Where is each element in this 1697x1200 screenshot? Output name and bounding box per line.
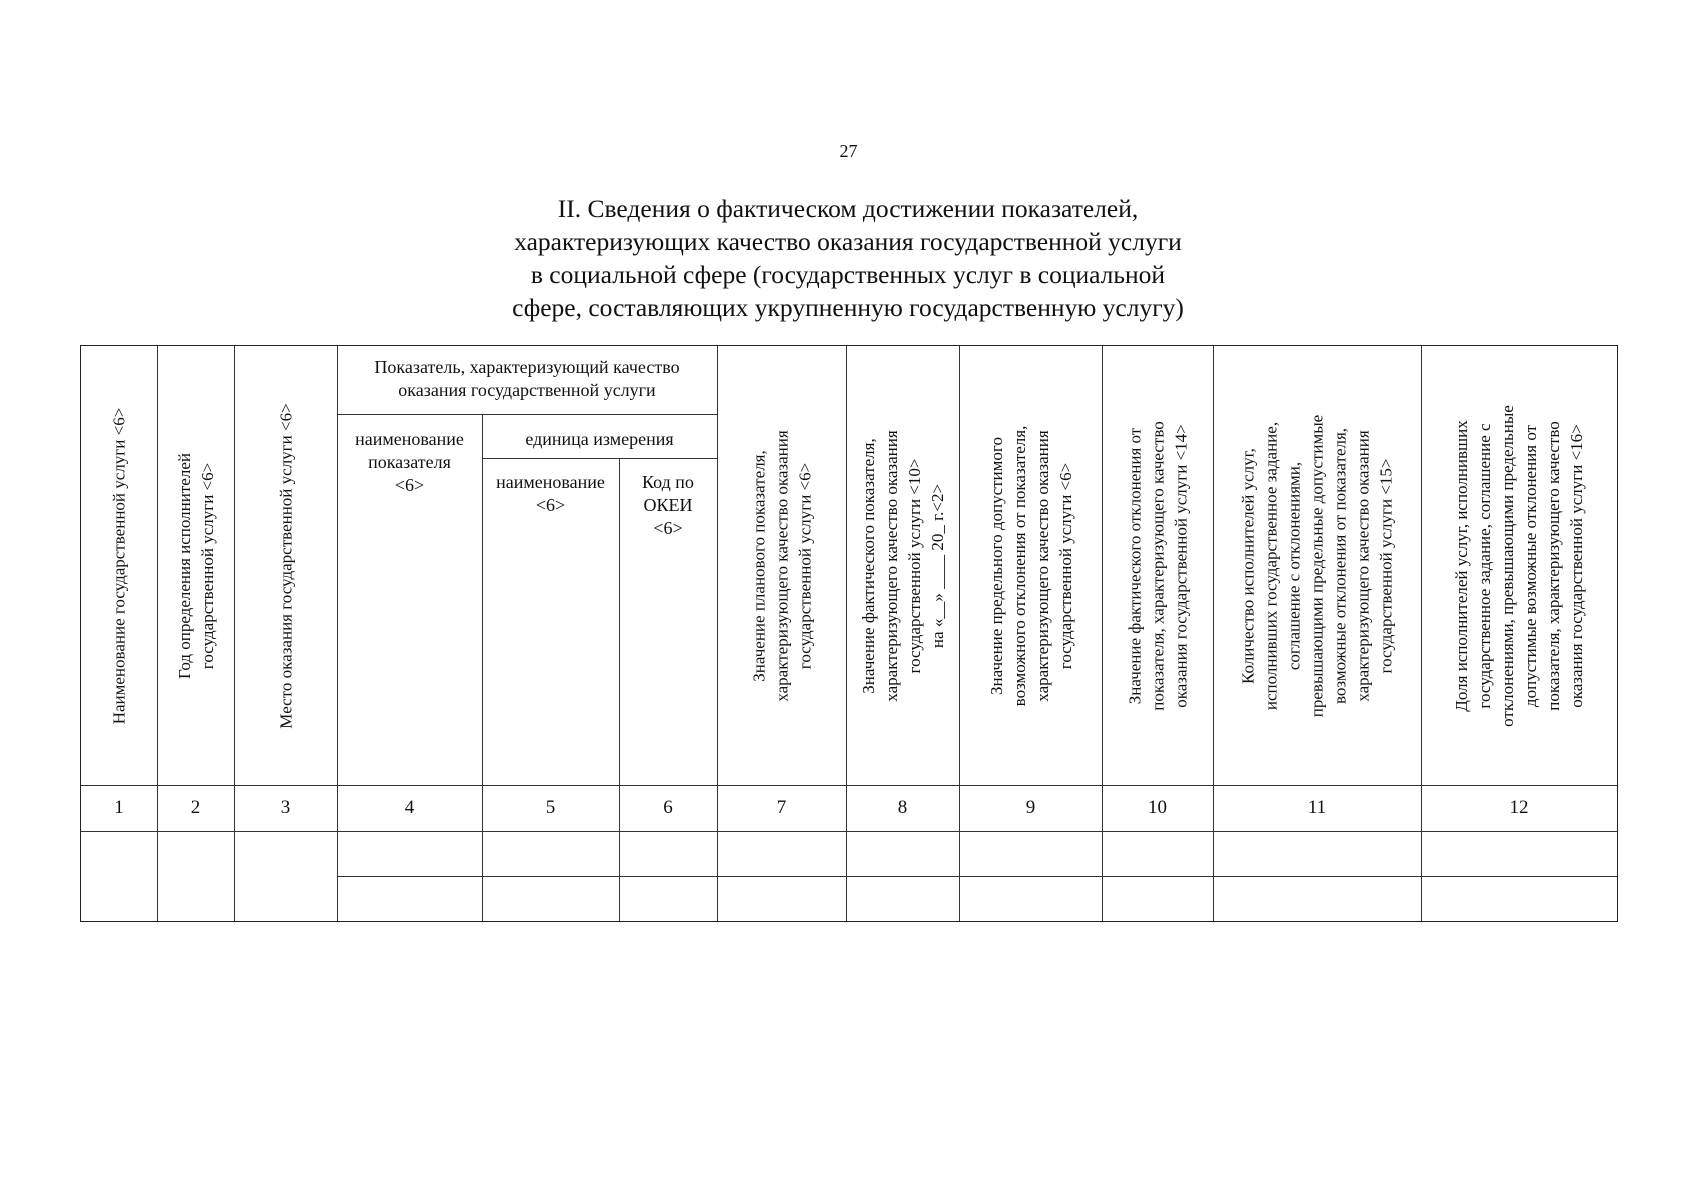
header-allowed-deviation xyxy=(959,346,1102,785)
heading-line-1: II. Сведения о фактическом достижении показателей, xyxy=(557,194,1139,223)
column-number-6: 6 xyxy=(663,797,673,818)
header-service-name xyxy=(81,346,157,785)
grid-line xyxy=(337,414,717,415)
table-row[interactable] xyxy=(337,876,1617,921)
column-number-3: 3 xyxy=(280,797,291,818)
header-provider-year-text: Год определения исполнителей государственной услуги <6> xyxy=(174,452,217,679)
grid-line xyxy=(337,346,338,921)
header-actual-deviation xyxy=(1102,346,1213,785)
header-unit-name: наименование <6> xyxy=(496,472,605,515)
grid-line xyxy=(846,346,847,921)
heading-line-2: характеризующих качество оказания государственной услуги xyxy=(514,227,1182,256)
data-cell-service-name[interactable] xyxy=(81,831,157,921)
grid-line xyxy=(337,876,1617,877)
column-number-5: 5 xyxy=(545,797,556,818)
column-number-11: 11 xyxy=(1307,797,1327,818)
header-service-place xyxy=(234,346,337,785)
header-service-name-text: Наименование государственной услуги <6> xyxy=(109,407,129,724)
grid-line xyxy=(959,346,960,921)
grid-line xyxy=(717,346,718,921)
grid-line xyxy=(1421,346,1422,921)
column-number-9: 9 xyxy=(1025,797,1036,818)
grid-line xyxy=(619,458,620,921)
grid-line xyxy=(234,346,235,921)
heading-line-3: в социальной сфере (государственных услуг в социальной xyxy=(530,260,1166,289)
grid-line xyxy=(482,414,483,921)
grid-line xyxy=(1213,346,1214,921)
header-okei-code: Код по ОКЕИ <6> xyxy=(642,472,694,538)
header-providers-share-text: Доля исполнителей услуг, исполнивших государственное задание, соглашение с отклонениями, превышающими предельные допустимые возможные отклонения от показателя, характеризующего качество оказания государственной услуги <16> xyxy=(1452,404,1586,727)
grid-line xyxy=(482,458,717,459)
header-actual-value-text: Значение фактического показателя, характеризующего качество оказания государственной услуги <10> на «__» ____ 20_ г.<2> xyxy=(858,429,947,702)
header-allowed-deviation-text: Значение предельного допустимого возможного отклонения от показателя, характеризующего качество оказания государственной услуги <6> xyxy=(986,425,1075,706)
column-number-7: 7 xyxy=(776,797,787,818)
header-provider-year xyxy=(157,346,234,785)
header-actual-deviation-text: Значение фактического отклонения от показателя, характеризующего качество оказания государственной услуги <14> xyxy=(1125,420,1190,711)
column-number-10: 10 xyxy=(1148,797,1167,818)
indicators-table xyxy=(80,345,1618,922)
heading-line-4: сфере, составляющих укрупненную государственную услугу) xyxy=(512,293,1184,322)
section-heading xyxy=(448,192,1248,324)
header-actual-value xyxy=(846,346,959,785)
header-providers-share xyxy=(1421,346,1617,785)
header-providers-count xyxy=(1213,346,1421,785)
column-number-1: 1 xyxy=(114,797,124,818)
header-unit-group: единица измерения xyxy=(525,429,674,449)
column-number-12: 12 xyxy=(1509,797,1529,818)
header-planned-value xyxy=(717,346,846,785)
grid-line xyxy=(1102,346,1103,921)
grid-line xyxy=(157,346,158,921)
page-number: 27 xyxy=(839,141,858,161)
header-indicator-name: наименование показателя <6> xyxy=(355,429,464,495)
header-service-place-text: Место оказания государственной услуги <6> xyxy=(276,402,295,729)
column-number-8: 8 xyxy=(897,797,908,818)
data-cell-provider-year[interactable] xyxy=(157,831,234,921)
header-indicator-group: Показатель, характеризующий качество оказания государственной услуги xyxy=(374,357,680,400)
header-providers-count-text: Количество исполнителей услуг, исполнивших государственное задание, соглашение с отклонениями, превышающими предельные допустимые возможные отклонения от показателя, характеризующего качество оказания государственной услуги <15> xyxy=(1238,414,1396,717)
grid-line xyxy=(81,831,1617,832)
column-number-2: 2 xyxy=(190,797,201,818)
column-number-4: 4 xyxy=(404,797,415,818)
data-cell-service-place[interactable] xyxy=(234,831,337,921)
table-row[interactable] xyxy=(337,831,1617,876)
header-planned-value-text: Значение планового показателя, характеризующего качество оказания государственной услуги <6> xyxy=(749,429,814,702)
grid-line xyxy=(81,785,1617,786)
